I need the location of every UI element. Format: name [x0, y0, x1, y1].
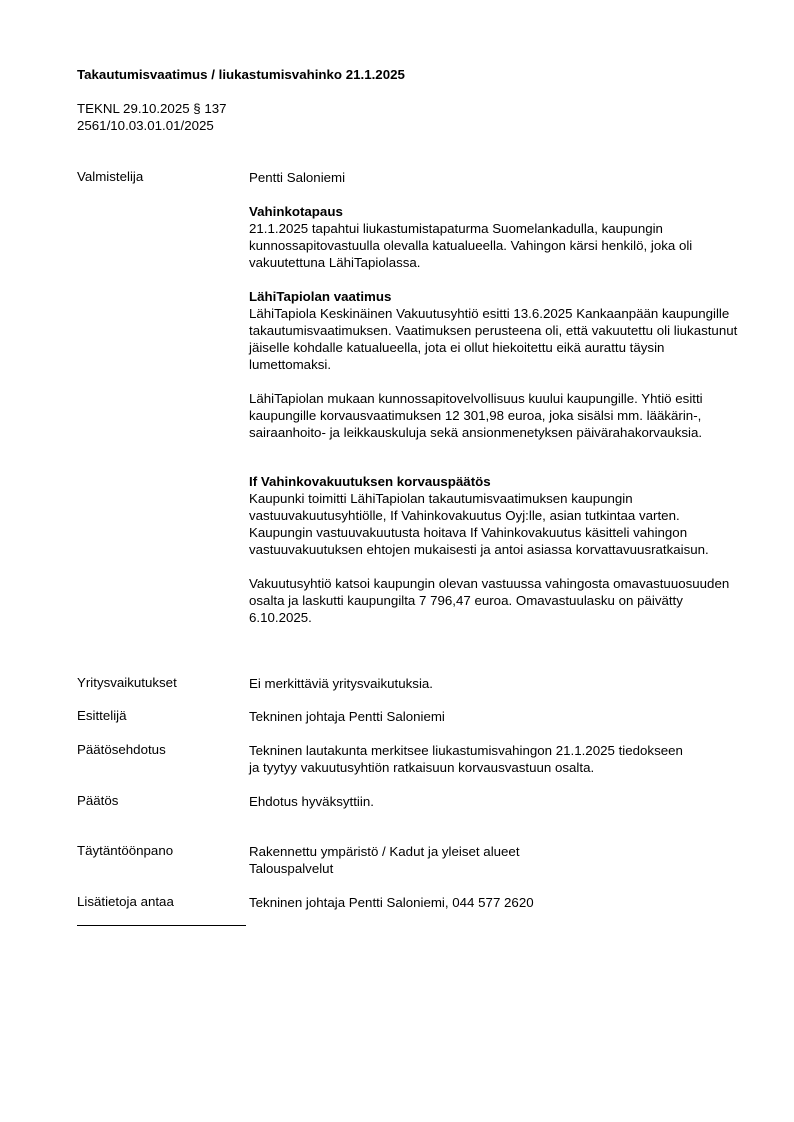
section-paragraph: Kaupunki toimitti LähiTapiolan takautumisvaatimuksen kaupungin vastuuvakuutusyhtiölle, If Vahinkovakuutus Oyj:lle, asian tutkintaa varten. Kaupungin vastuuvakuutusta hoitava If Vahinkovakuutus käsitteli vahingon vastuuvakuutuksen ehtojen mukaisesti ja antoi asiassa korvattavuusratkaisun. [249, 491, 709, 557]
case-number: 2561/10.03.01.01/2025 [77, 118, 214, 133]
section-claim [249, 288, 739, 441]
implementation-value [249, 843, 739, 877]
more-info-label: Lisätietoja antaa [77, 894, 174, 909]
decision-value: Ehdotus hyväksyttiin. [249, 794, 374, 809]
decision-label: Päätös [77, 793, 119, 808]
document-title: Takautumisvaatimus / liukastumisvahinko 21.1.2025 [77, 67, 405, 82]
section-paragraph: Vakuutusyhtiö katsoi kaupungin olevan vastuussa vahingosta omavastuuosuuden osalta ja laskutti kaupungilta 7 796,47 euroa. Omavastuulasku on päivätty 6.10.2025. [249, 576, 730, 625]
section-heading: Vahinkotapaus [249, 204, 343, 219]
business-impact-label: Yritysvaikutukset [77, 675, 177, 690]
more-info-value: Tekninen johtaja Pentti Saloniemi, 044 577 2620 [249, 895, 534, 910]
proposal-line: ja tyytyy vakuutusyhtiön ratkaisuun korvausvastuun osalta. [249, 760, 595, 775]
footer-divider [77, 925, 246, 926]
presenter-value: Tekninen johtaja Pentti Saloniemi [249, 709, 445, 724]
section-insurer-decision [249, 473, 739, 626]
preparer-value: Pentti Saloniemi [249, 170, 346, 185]
implementation-label: Täytäntöönpano [77, 843, 174, 858]
proposal-line: Tekninen lautakunta merkitsee liukastumisvahingon 21.1.2025 tiedokseen [249, 743, 683, 758]
section-paragraph: 21.1.2025 tapahtui liukastumistapaturma Suomelankadulla, kaupungin kunnossapitovastuulla olevalla katualueella. Vahingon kärsi henkilö, joka oli vakuutettuna LähiTapiolassa. [249, 221, 693, 270]
document-meta [77, 100, 227, 134]
section-heading: If Vahinkovakuutuksen korvauspäätös [249, 474, 491, 489]
section-incident [249, 203, 739, 271]
meeting-reference: TEKNL 29.10.2025 § 137 [77, 101, 227, 116]
presenter-label: Esittelijä [77, 708, 127, 723]
proposal-label: Päätösehdotus [77, 742, 166, 757]
implementation-line: Talouspalvelut [249, 861, 334, 876]
section-heading: LähiTapiolan vaatimus [249, 289, 392, 304]
preparer-label: Valmistelija [77, 169, 144, 184]
implementation-line: Rakennettu ympäristö / Kadut ja yleiset alueet [249, 844, 520, 859]
section-paragraph: LähiTapiolan mukaan kunnossapitovelvollisuus kuului kaupungille. Yhtiö esitti kaupungille korvausvaatimuksen 12 301,98 euroa, joka sisälsi mm. lääkärin-, sairaanhoito- ja leikkauskuluja sekä ansionmenetyksen päivärahakorvauksia. [249, 391, 703, 440]
business-impact-value: Ei merkittäviä yritysvaikutuksia. [249, 676, 433, 691]
section-paragraph: LähiTapiola Keskinäinen Vakuutusyhtiö esitti 13.6.2025 Kankaanpään kaupungille takautumisvaatimuksen. Vaatimuksen perusteena oli, että vakuutettu oli liukastunut jäiselle kohdalle katualueella, jota ei ollut hiekoitettu eikä aurattu täysin lumettomaksi. [249, 306, 738, 372]
proposal-value [249, 742, 769, 776]
